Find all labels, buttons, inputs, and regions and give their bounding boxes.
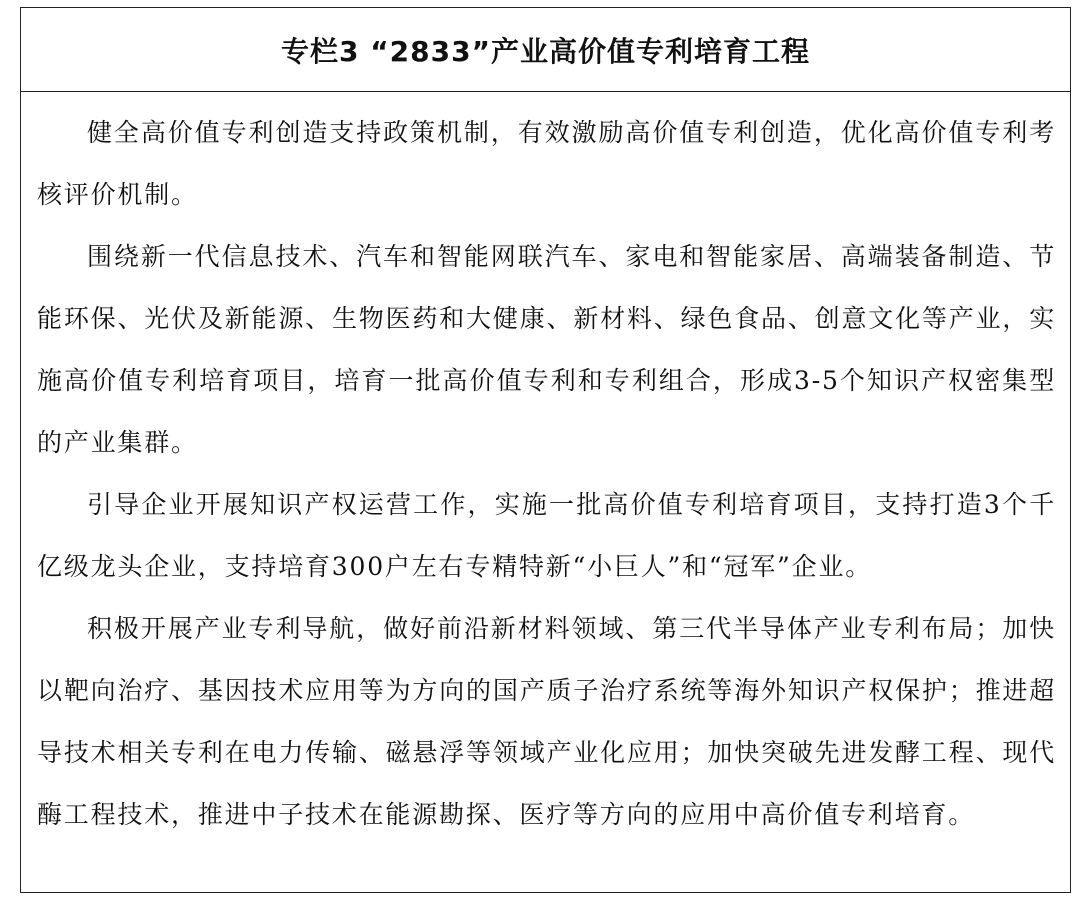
box-content [21, 92, 1070, 846]
paragraph-enterprise-cultivation: 引导企业开展知识产权运营工作，实施一批高价值专利培育项目，支持打造3个千亿级龙头企业，支持培育300户左右专精特新“小巨人”和“冠军”企业。 [37, 490, 1056, 581]
box-title: 专栏3 “2833”产业高价值专利培育工程 [281, 34, 810, 68]
paragraph-industry-clusters: 围绕新一代信息技术、汽车和智能网联汽车、家电和智能家居、高端装备制造、节能环保、光伏及新能源、生物医药和大健康、新材料、绿色食品、创意文化等产业，实施高价值专利培育项目，培育一批高价值专利和专利组合，形成3-5个知识产权密集型的产业集群。 [37, 242, 1056, 457]
paragraph-policy-mechanism: 健全高价值专利创造支持政策机制，有效激励高价值专利创造，优化高价值专利考核评价机制。 [37, 118, 1056, 209]
box-header [21, 8, 1070, 92]
feature-box [20, 7, 1071, 893]
paragraph-patent-navigation: 积极开展产业专利导航，做好前沿新材料领域、第三代半导体产业专利布局；加快以靶向治疗、基因技术应用等为方向的国产质子治疗系统等海外知识产权保护；推进超导技术相关专利在电力传输、磁悬浮等领域产业化应用；加快突破先进发酵工程、现代酶工程技术，推进中子技术在能源勘探、医疗等方向的应用中高价值专利培育。 [37, 614, 1056, 829]
